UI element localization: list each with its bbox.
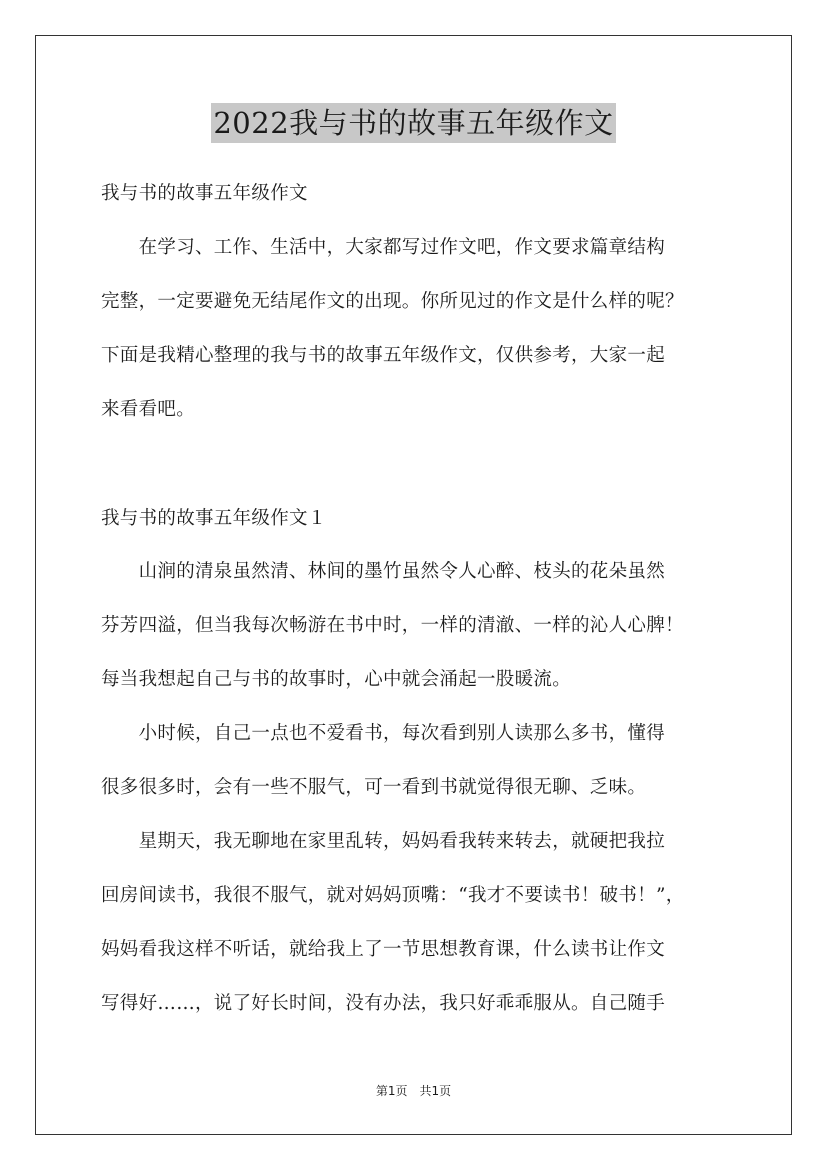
paragraph-3-line-4: 写得好……，说了好长时间，没有办法，我只好乖乖服从。自己随手: [101, 993, 666, 1014]
intro-line-2: 完整，一定要避免无结尾作文的出现。你所见过的作文是什么样的呢？: [101, 291, 684, 312]
paragraph-1-line-1: 山涧的清泉虽然清、林间的墨竹虽然令人心醉、枝头的花朵虽然: [101, 561, 666, 582]
document-title: [0, 103, 827, 143]
section-heading-1: 我与书的故事五年级作文１: [101, 508, 327, 529]
paragraph-1-line-2: 芬芳四溢，但当我每次畅游在书中时，一样的清澈、一样的沁人心脾！: [101, 615, 684, 636]
paragraph-3-line-3: 妈妈看我这样不听话，就给我上了一节思想教育课，什么读书让作文: [101, 939, 666, 960]
document-subtitle: 我与书的故事五年级作文: [101, 183, 308, 204]
intro-line-4: 来看看吧。: [101, 399, 196, 420]
paragraph-2-line-2: 很多很多时，会有一些不服气，可一看到书就觉得很无聊、乏味。: [101, 777, 647, 798]
intro-line-1: 在学习、工作、生活中，大家都写过作文吧，作文要求篇章结构: [101, 237, 666, 258]
paragraph-3-line-2: 回房间读书，我很不服气，就对妈妈顶嘴：“我才不要读书！破书！”，: [101, 885, 685, 906]
document-title-text: 2022我与书的故事五年级作文: [211, 103, 615, 143]
paragraph-2-line-1: 小时候，自己一点也不爱看书，每次看到别人读那么多书，懂得: [101, 723, 666, 744]
paragraph-1-line-3: 每当我想起自己与书的故事时，心中就会涌起一股暖流。: [101, 669, 572, 690]
paragraph-3-line-1: 星期天，我无聊地在家里乱转，妈妈看我转来转去，就硬把我拉: [101, 831, 666, 852]
intro-line-3: 下面是我精心整理的我与书的故事五年级作文，仅供参考，大家一起: [101, 345, 666, 366]
page-footer: 第1页 共1页: [375, 1084, 452, 1098]
